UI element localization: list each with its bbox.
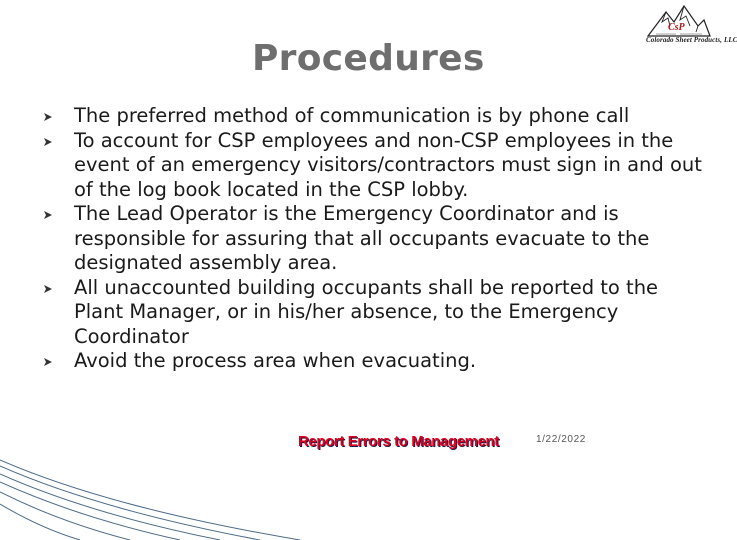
bullet-text: To account for CSP employees and non-CSP employees in the event of an emergency visitors/contractors must sign in and out of the log book located in the CSP lobby. (74, 128, 702, 201)
bullet-item (44, 276, 704, 350)
bullet-text: The preferred method of communication is by phone call (74, 104, 630, 127)
footer-text: Report Errors to Management (298, 433, 499, 450)
bullet-item (44, 129, 704, 203)
footer-date: 1/22/2022 (536, 434, 586, 445)
right-arrow-icon (44, 138, 52, 146)
bullet-text: All unaccounted building occupants shall be reported to the Plant Manager, or in his/her absence, to the Emergency Coordinator (74, 275, 659, 348)
bullet-item (44, 104, 704, 129)
bullet-text: Avoid the process area when evacuating. (74, 349, 477, 372)
bullet-item (44, 349, 704, 374)
right-arrow-icon (44, 113, 52, 121)
right-arrow-icon (44, 358, 52, 366)
bullet-item (44, 202, 704, 276)
bullet-list (44, 104, 704, 374)
corner-decoration (0, 448, 300, 540)
bullet-text: The Lead Operator is the Emergency Coordinator and is responsible for assuring that all occupants evacuate to the designated assembly area. (74, 202, 650, 274)
logo-wordmark: Colorado Sheet Products, LLC (646, 36, 737, 44)
right-arrow-icon (44, 211, 52, 219)
logo-mark: CsP (668, 22, 685, 33)
slide-title: Procedures (252, 38, 485, 79)
right-arrow-icon (44, 285, 52, 293)
company-logo (646, 4, 737, 50)
